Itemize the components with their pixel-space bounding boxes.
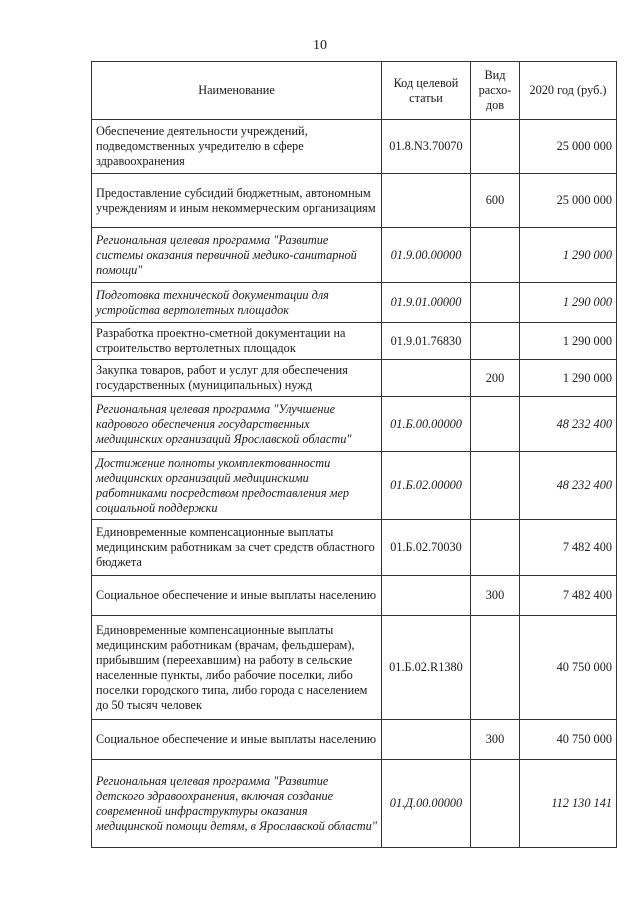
header-name: Наименование xyxy=(92,62,382,120)
row-name-cell: Единовременные компенсационные выплаты медицинским работникам (врачам, фельдшерам), прибывшим (переехавшим) на работу в сельские населенные пункты, либо рабочие поселки, либо поселки городского типа, либо города с населением до 50 тысяч человек xyxy=(92,616,382,720)
row-code-cell: 01.9.01.76830 xyxy=(382,323,471,360)
row-name-cell: Региональная целевая программа "Улучшение кадрового обеспечения государственных медицинских организаций Ярославской области" xyxy=(92,397,382,452)
table-row xyxy=(92,576,617,616)
row-type-cell xyxy=(471,120,520,174)
row-name-cell: Обеспечение деятельности учреждений, подведомственных учредителю в сфере здравоохранения xyxy=(92,120,382,174)
table-row xyxy=(92,323,617,360)
table-row xyxy=(92,228,617,283)
table-row xyxy=(92,520,617,576)
row-type-cell xyxy=(471,397,520,452)
row-code-cell: 01.9.00.00000 xyxy=(382,228,471,283)
row-amount-cell: 7 482 400 xyxy=(520,576,617,616)
table-row xyxy=(92,283,617,323)
row-amount-cell: 112 130 141 xyxy=(520,760,617,848)
row-name-cell: Региональная целевая программа "Развитие системы оказания первичной медико-санитарной помощи" xyxy=(92,228,382,283)
table-row xyxy=(92,397,617,452)
row-name-cell: Подготовка технической документации для устройства вертолетных площадок xyxy=(92,283,382,323)
row-code-cell: 01.Б.02.70030 xyxy=(382,520,471,576)
row-name-cell: Разработка проектно-сметной документации на строительство вертолетных площадок xyxy=(92,323,382,360)
row-name-cell: Достижение полноты укомплектованности медицинских организаций медицинскими работниками посредством предоставления мер социальной поддержки xyxy=(92,452,382,520)
row-code-cell xyxy=(382,720,471,760)
row-amount-cell: 25 000 000 xyxy=(520,174,617,228)
table-header-row xyxy=(92,62,617,120)
row-code-cell: 01.9.01.00000 xyxy=(382,283,471,323)
row-code-cell xyxy=(382,360,471,397)
row-amount-cell: 40 750 000 xyxy=(520,720,617,760)
row-type-cell: 300 xyxy=(471,576,520,616)
row-amount-cell: 40 750 000 xyxy=(520,616,617,720)
row-code-cell: 01.8.N3.70070 xyxy=(382,120,471,174)
row-type-cell: 300 xyxy=(471,720,520,760)
row-amount-cell: 25 000 000 xyxy=(520,120,617,174)
table-row xyxy=(92,720,617,760)
row-name-cell: Социальное обеспечение и иные выплаты населению xyxy=(92,576,382,616)
row-name-cell: Единовременные компенсационные выплаты медицинским работникам за счет средств областного бюджета xyxy=(92,520,382,576)
row-code-cell: 01.Б.02.R1380 xyxy=(382,616,471,720)
row-type-cell xyxy=(471,452,520,520)
row-type-cell xyxy=(471,228,520,283)
row-name-cell: Предоставление субсидий бюджетным, автономным учреждениям и иным некоммерческим организациям xyxy=(92,174,382,228)
row-type-cell xyxy=(471,616,520,720)
row-code-cell xyxy=(382,576,471,616)
row-amount-cell: 48 232 400 xyxy=(520,397,617,452)
row-type-cell xyxy=(471,760,520,848)
budget-table xyxy=(91,61,617,848)
row-type-cell: 600 xyxy=(471,174,520,228)
row-amount-cell: 1 290 000 xyxy=(520,283,617,323)
row-type-cell xyxy=(471,323,520,360)
page-number: 10 xyxy=(313,38,327,53)
row-amount-cell: 48 232 400 xyxy=(520,452,617,520)
table-row xyxy=(92,616,617,720)
table-row xyxy=(92,174,617,228)
header-type: Вид расхо-дов xyxy=(471,62,520,120)
row-amount-cell: 1 290 000 xyxy=(520,360,617,397)
table-row xyxy=(92,452,617,520)
row-amount-cell: 7 482 400 xyxy=(520,520,617,576)
table-row xyxy=(92,120,617,174)
row-amount-cell: 1 290 000 xyxy=(520,228,617,283)
table-row xyxy=(92,760,617,848)
row-name-cell: Социальное обеспечение и иные выплаты населению xyxy=(92,720,382,760)
row-code-cell: 01.Б.00.00000 xyxy=(382,397,471,452)
header-code: Код целевой статьи xyxy=(382,62,471,120)
table-body xyxy=(92,120,617,848)
table-row xyxy=(92,360,617,397)
row-name-cell: Закупка товаров, работ и услуг для обеспечения государственных (муниципальных) нужд xyxy=(92,360,382,397)
row-code-cell xyxy=(382,174,471,228)
row-type-cell xyxy=(471,520,520,576)
row-code-cell: 01.Б.02.00000 xyxy=(382,452,471,520)
row-name-cell: Региональная целевая программа "Развитие детского здравоохранения, включая создание современной инфраструктуры оказания медицинской помощи детям, в Ярославской области" xyxy=(92,760,382,848)
row-amount-cell: 1 290 000 xyxy=(520,323,617,360)
row-code-cell: 01.Д.00.00000 xyxy=(382,760,471,848)
header-amount: 2020 год (руб.) xyxy=(520,62,617,120)
row-type-cell xyxy=(471,283,520,323)
row-type-cell: 200 xyxy=(471,360,520,397)
